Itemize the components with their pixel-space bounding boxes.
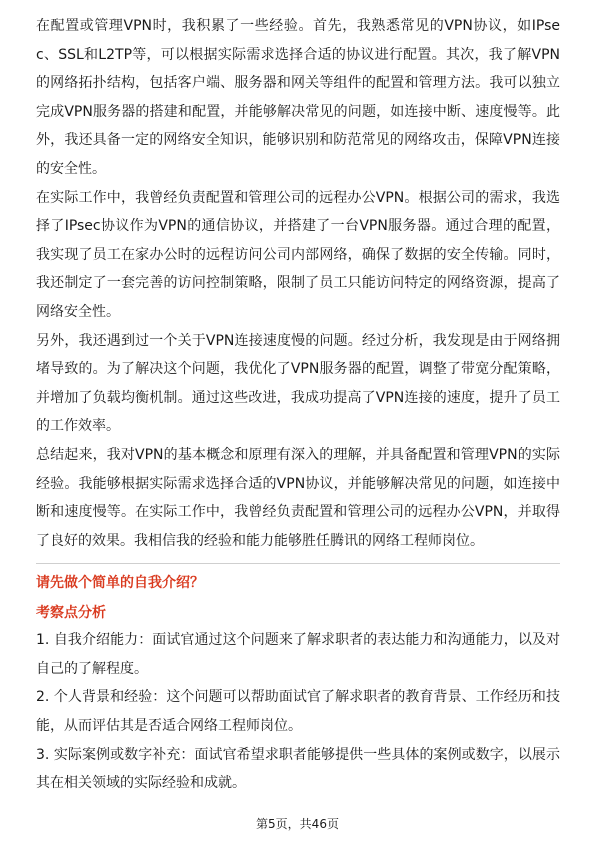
analysis-item-3: 3. 实际案例或数字补充：面试官希望求职者能够提供一些具体的案例或数字，以展示其在相关领域的实际经验和成就。 — [36, 746, 560, 792]
answer-paragraph-3: 另外，我还遇到过一个关于VPN连接速度慢的问题。经过分析，我发现是由于网络拥堵导致的。为了解决这个问题，我优化了VPN服务器的配置，调整了带宽分配策略，并增加了负载均衡机制。通过这些改进，我成功提高了VPN连接的速度，提升了员工的工作效率。 — [36, 332, 560, 435]
analysis-heading: 考察点分析 — [36, 605, 106, 622]
answer-paragraph-1: 在配置或管理VPN时，我积累了一些经验。首先，我熟悉常见的VPN协议，如IPsec、SSL和L2TP等，可以根据实际需求选择合适的协议进行配置。其次，我了解VPN的网络拓扑结构，包括客户端、服务器和网关等组件的配置和管理方法。我可以独立完成VPN服务器的搭建和配置，并能够解决常见的问题，如连接中断、速度慢等。此外，我还具备一定的网络安全知识，能够识别和防范常见的网络攻击，保障VPN连接的安全性。 — [36, 18, 560, 177]
answer-paragraph-4: 总结起来，我对VPN的基本概念和原理有深入的理解，并具备配置和管理VPN的实际经验。我能够根据实际需求选择合适的VPN协议，并能够解决常见的问题，如连接中断和速度慢等。在实际工作中，我曾经负责配置和管理公司的远程办公VPN，并取得了良好的效果。我相信我的经验和能力能够胜任腾讯的网络工程师岗位。 — [36, 446, 560, 549]
analysis-item-2: 2. 个人背景和经验：这个问题可以帮助面试官了解求职者的教育背景、工作经历和技能，从而评估其是否适合网络工程师岗位。 — [36, 689, 560, 735]
section-divider — [36, 563, 560, 564]
question-heading: 请先做个简单的自我介绍？ — [36, 575, 204, 592]
page-number-footer: 第5页，共46页 — [256, 817, 339, 831]
page-content — [36, 12, 560, 798]
analysis-item-1: 1. 自我介绍能力：面试官通过这个问题来了解求职者的表达能力和沟通能力，以及对自己的了解程度。 — [36, 632, 560, 677]
answer-paragraph-2: 在实际工作中，我曾经负责配置和管理公司的远程办公VPN。根据公司的需求，我选择了IPsec协议作为VPN的通信协议，并搭建了一台VPN服务器。通过合理的配置，我实现了员工在家办公时的远程访问公司内部网络，确保了数据的安全传输。同时，我还制定了一套完善的访问控制策略，限制了员工只能访问特定的网络资源，提高了网络安全性。 — [36, 189, 560, 320]
